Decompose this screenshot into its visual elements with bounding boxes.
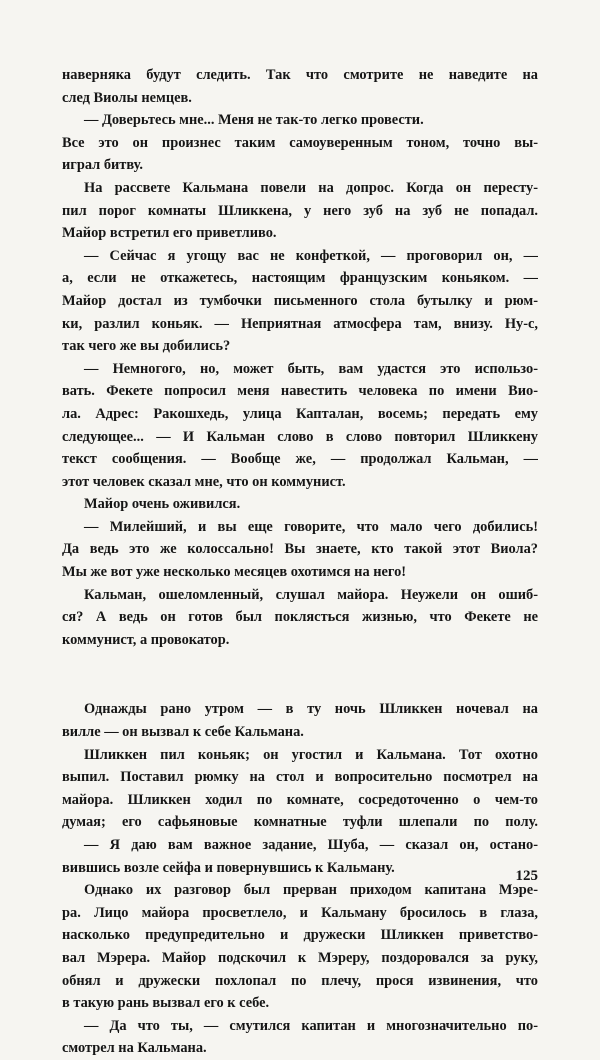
text-line: Шликкен пил коньяк; он угостил и Кальмана. Тот охотно [84,746,538,763]
text-line: Кальман, ошеломленный, слушал майора. Неужели он ошиб- [84,586,538,603]
text-line: ки, разлил коньяк. — Неприятная атмосфера там, внизу. Ну-с, [62,315,538,332]
text-line: вившись возле сейфа и повернувшись к Кальману. [62,859,395,876]
text-line: вал Мэрера. Майор подскочил к Мэреру, поздоровался за руку, [62,949,538,966]
section-break [62,651,538,698]
text-line: майора. Шликкен ходил по комнате, сосредоточенно о чем-то [62,791,538,808]
text-line: вилле — он вызвал к себе Кальмана. [62,724,304,741]
text-line: Мы же вот уже несколько месяцев охотимся на него! [62,564,407,581]
text-line: ся? А ведь он готов был поклясться жизнью, что Фекете не [62,609,538,626]
text-line: Да ведь это же колоссально! Вы знаете, кто такой этот Виола? [62,541,538,558]
text-line: обнял и дружески похлопал по плечу, прося извинения, что [62,972,538,989]
text-line: Майор очень оживился. [84,496,241,513]
text-line: следующее... — И Кальман слово в слово повторил Шликкену [62,428,538,445]
text-line: текст сообщения. — Вообще же, — продолжал Кальман, — [62,451,538,468]
text-line: пил порог комнаты Шликкена, у него зуб на зуб не попадал. [62,202,538,219]
text-line: Майор достал из тумбочки письменного стола бутылку и рюм- [62,292,538,309]
text-line: вать. Фекете попросил меня навестить человека по имени Вио- [62,383,538,400]
text-line: — Доверьтесь мне... Меня не так-то легко провести. [84,112,424,129]
text-line: ла. Адрес: Ракошхедь, улица Капталан, восемь; передать ему [62,405,538,422]
text-line: думая; его сафьяновые комнатные туфли шлепали по полу. [62,814,538,831]
page-number: 125 [515,868,538,884]
text-line: этот человек сказал мне, что он коммунист. [62,473,346,490]
text-line: смотрел на Кальмана. [62,1040,207,1057]
text-line: Все это он произнес таким самоуверенным тоном, точно вы- [62,134,538,151]
text-line: — Немногого, но, может быть, вам удастся это использо- [84,360,538,377]
text-line: На рассвете Кальмана повели на допрос. Когда он пересту- [84,179,538,196]
text-line: — Я даю вам важное задание, Шуба, — сказал он, остано- [84,837,538,853]
page-body [62,64,538,1060]
text-line: Майор встретил его приветливо. [62,225,277,242]
text-line: наверняка будут следить. Так что смотрите не наведите на [62,67,538,83]
text-line: коммунист, а провокатор. [62,631,230,648]
text-line: след Виолы немцев. [62,89,192,106]
text-line: ра. Лицо майора просветлело, и Кальману бросилось в глаза, [62,904,538,921]
text-line: Однажды рано утром — в ту ночь Шликкен ночевал на [84,701,538,718]
text-line: так чего же вы добились? [62,338,231,355]
text-line: выпил. Поставил рюмку на стол и вопросительно посмотрел на [62,769,538,786]
text-line: — Сейчас я угощу вас не конфеткой, — проговорил он, — [84,247,538,264]
section-1 [62,64,538,651]
text-line: — Да что ты, — смутился капитан и многозначительно по- [84,1017,538,1034]
text-line: Однако их разговор был прерван приходом капитана Мэре- [84,882,538,899]
text-line: играл битву. [62,157,144,174]
text-line: насколько предупредительно и дружески Шликкен приветство- [62,927,538,944]
text-line: — Милейший, и вы еще говорите, что мало чего добились! [84,518,538,535]
text-line: а, если не откажетесь, настоящим французским коньяком. — [62,270,538,287]
text-line: в такую рань вызвал его к себе. [62,995,270,1012]
